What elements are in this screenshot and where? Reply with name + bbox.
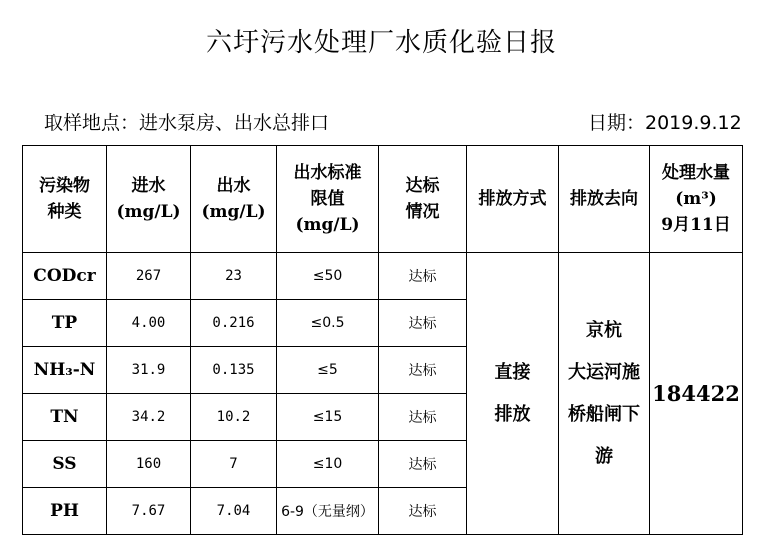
standard-limit: ≤15	[277, 394, 379, 441]
pollutant-name: TN	[23, 394, 107, 441]
standard-limit: ≤5	[277, 347, 379, 394]
discharge-method-cell: 直接 排放	[467, 253, 559, 535]
compliance-status: 达标	[379, 394, 467, 441]
compliance-status: 达标	[379, 347, 467, 394]
standard-limit: ≤50	[277, 253, 379, 300]
header-pollutant: 污染物 种类	[23, 146, 107, 253]
compliance-status: 达标	[379, 300, 467, 347]
standard-limit: ≤10	[277, 441, 379, 488]
compliance-status: 达标	[379, 253, 467, 300]
table-header-row	[23, 146, 743, 253]
standard-limit: 6-9（无量纲）	[277, 488, 379, 535]
header-inflow: 进水 (mg/L)	[107, 146, 191, 253]
pollutant-name: TP	[23, 300, 107, 347]
discharge-destination-cell: 京杭 大运河施 桥船闸下 游	[559, 253, 650, 535]
inflow-value: 4.00	[107, 300, 191, 347]
standard-limit: ≤0.5	[277, 300, 379, 347]
outflow-value: 0.135	[191, 347, 277, 394]
header-standard: 出水标准 限值 (mg/L)	[277, 146, 379, 253]
pollutant-name: CODcr	[23, 253, 107, 300]
outflow-value: 10.2	[191, 394, 277, 441]
header-treated-volume: 处理水量 (m³) 9月11日	[650, 146, 743, 253]
table-row	[23, 253, 743, 300]
sampling-location: 取样地点：进水泵房、出水总排口	[44, 112, 330, 134]
report-date: 日期：2019.9.12	[588, 112, 742, 134]
outflow-value: 7.04	[191, 488, 277, 535]
pollutant-name: SS	[23, 441, 107, 488]
water-quality-table	[22, 145, 743, 535]
inflow-value: 7.67	[107, 488, 191, 535]
pollutant-name: NH₃-N	[23, 347, 107, 394]
treated-volume-value: 184422	[650, 253, 743, 535]
outflow-value: 7	[191, 441, 277, 488]
outflow-value: 23	[191, 253, 277, 300]
header-status: 达标 情况	[379, 146, 467, 253]
inflow-value: 34.2	[107, 394, 191, 441]
inflow-value: 160	[107, 441, 191, 488]
header-outflow: 出水 (mg/L)	[191, 146, 277, 253]
compliance-status: 达标	[379, 488, 467, 535]
report-title: 六圩污水处理厂水质化验日报	[205, 28, 557, 58]
pollutant-name: PH	[23, 488, 107, 535]
inflow-value: 267	[107, 253, 191, 300]
header-discharge-method: 排放方式	[467, 146, 559, 253]
inflow-value: 31.9	[107, 347, 191, 394]
header-discharge-destination: 排放去向	[559, 146, 650, 253]
outflow-value: 0.216	[191, 300, 277, 347]
compliance-status: 达标	[379, 441, 467, 488]
